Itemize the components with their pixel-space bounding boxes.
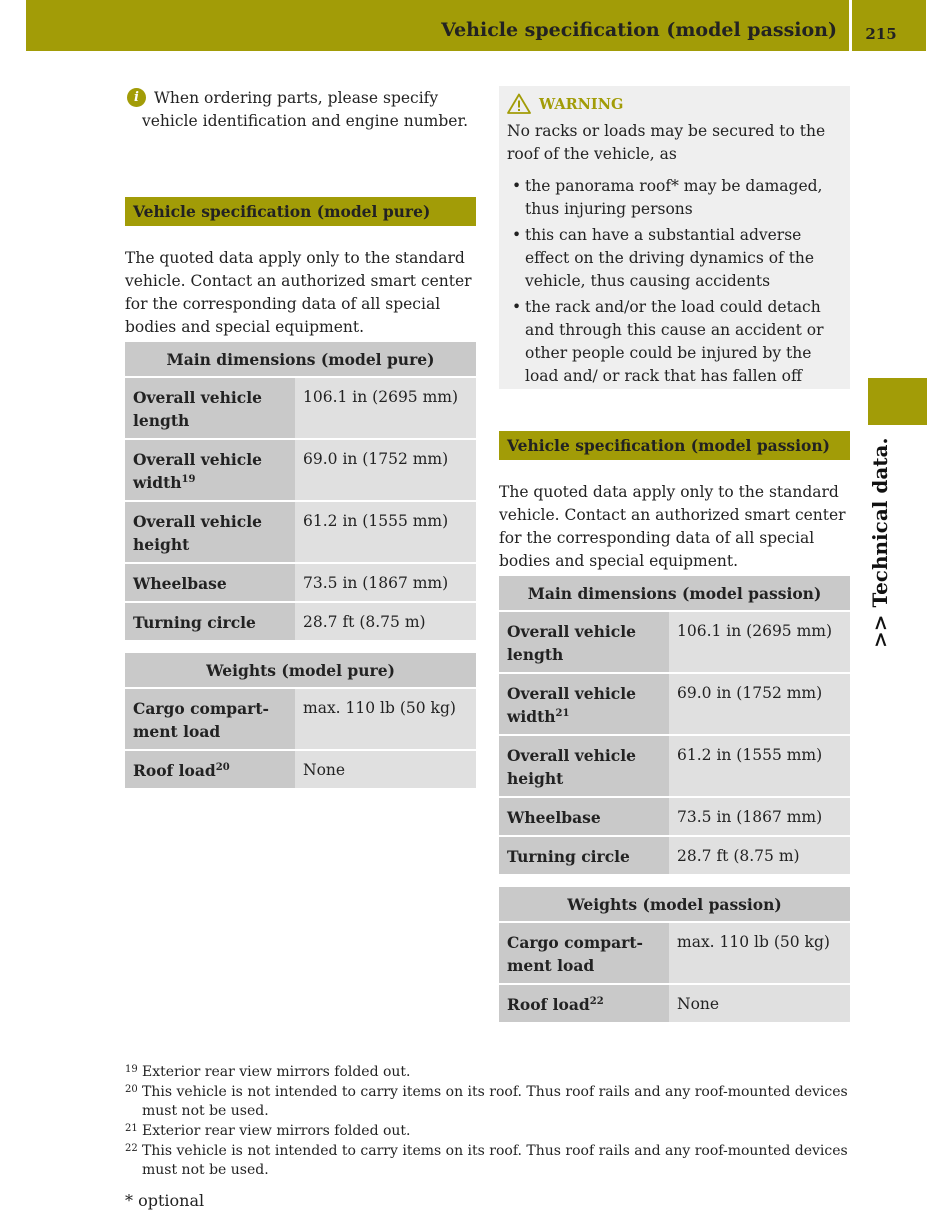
table-row: [499, 836, 850, 875]
footnote-text: Exterior rear view mirrors folded out.: [142, 1123, 411, 1139]
row-label-text: Wheelbase: [507, 808, 601, 827]
warning-item: • the panorama roof* may be damaged, thus injuring persons: [507, 175, 842, 221]
row-label-text: Turning circle: [133, 613, 256, 632]
side-tab-label: >> Technical data.: [868, 437, 892, 648]
warning-list: [507, 175, 842, 388]
row-label: [499, 836, 669, 875]
row-label: [125, 377, 295, 439]
footnote-text: This vehicle is not intended to carry items on its roof. Thus roof rails and any roof-mounted devices must not be used.: [142, 1143, 848, 1178]
footnote-ref: 19: [181, 473, 196, 485]
paragraph-passion: The quoted data apply only to the standard vehicle. Contact an authorized smart center for the corresponding data of all special bodies and special equipment.: [499, 483, 846, 570]
paragraph-pure: The quoted data apply only to the standard vehicle. Contact an authorized smart center for the corresponding data of all special bodies and special equipment.: [125, 249, 472, 336]
footnote-number: 19: [125, 1064, 138, 1075]
table-row: [125, 501, 476, 563]
row-value: 28.7 ft (8.75 m): [295, 602, 476, 641]
row-value: max. 110 lb (50 kg): [295, 688, 476, 750]
footnote-number: 20: [125, 1084, 138, 1095]
row-value: 69.0 in (1752 mm): [295, 439, 476, 501]
warning-triangle-icon: [507, 93, 531, 114]
row-label: [499, 797, 669, 836]
weights-table-pure: [125, 653, 476, 790]
footnote: [125, 1142, 855, 1180]
row-value: 61.2 in (1555 mm): [295, 501, 476, 563]
footnote: [125, 1122, 855, 1141]
dimensions-table-passion: [499, 576, 850, 876]
row-label: [499, 673, 669, 735]
warning-heading: [507, 90, 842, 120]
dimensions-table-pure: [125, 342, 476, 642]
row-label: [125, 688, 295, 750]
row-label: [125, 501, 295, 563]
row-label: [499, 984, 669, 1023]
table-row: [125, 439, 476, 501]
table-title: Weights (model pure): [125, 653, 476, 688]
row-label: [125, 602, 295, 641]
row-value: 106.1 in (2695 mm): [295, 377, 476, 439]
row-value: 106.1 in (2695 mm): [669, 611, 850, 673]
row-label: [499, 735, 669, 797]
table-row: [499, 673, 850, 735]
warning-item: • this can have a substantial adverse effect on the driving dynamics of the vehicle, thus causing accidents: [507, 224, 842, 293]
row-value: None: [669, 984, 850, 1023]
row-value: 28.7 ft (8.75 m): [669, 836, 850, 875]
table-row: [125, 750, 476, 789]
warning-title: WARNING: [539, 96, 624, 113]
table-row: [499, 797, 850, 836]
row-label: [499, 611, 669, 673]
row-label: [125, 439, 295, 501]
footnote-ref: 21: [555, 707, 570, 719]
table-row: [499, 922, 850, 984]
row-label: [125, 563, 295, 602]
table-title: Main dimensions (model passion): [499, 576, 850, 611]
row-label-text: Roof load: [133, 761, 216, 780]
table-title: Main dimensions (model pure): [125, 342, 476, 377]
table-row: [125, 688, 476, 750]
page-number: 215: [865, 25, 897, 43]
table-row: [125, 602, 476, 641]
info-note-text: When ordering parts, please specify vehicle identification and engine number.: [142, 89, 469, 130]
weights-table-passion: [499, 887, 850, 1024]
row-label-text: Overall vehicle height: [507, 746, 636, 788]
footnote-text: Exterior rear view mirrors folded out.: [142, 1064, 411, 1080]
row-label-text: Overall vehicle length: [507, 622, 636, 664]
footnote-ref: 20: [215, 761, 230, 773]
warning-item: • the rack and/or the load could detach and through this cause an accident or other people could be injured by the load and/ or rack that has fallen off: [507, 296, 842, 388]
footnote: [125, 1083, 855, 1121]
row-label-text: Overall vehicle width: [133, 450, 262, 492]
warning-box: [499, 86, 850, 389]
row-label-text: Cargo compartment load: [507, 933, 643, 975]
warning-intro: No racks or loads may be secured to the roof of the vehicle, as: [507, 122, 826, 163]
row-value: 61.2 in (1555 mm): [669, 735, 850, 797]
row-label-text: Overall vehicle width: [507, 684, 636, 726]
table-row: [125, 563, 476, 602]
row-label-text: Roof load: [507, 995, 590, 1014]
row-value: None: [295, 750, 476, 789]
row-value: 73.5 in (1867 mm): [669, 797, 850, 836]
section-heading-pure: Vehicle specification (model pure): [125, 197, 476, 226]
table-row: [499, 735, 850, 797]
row-label-text: Overall vehicle length: [133, 388, 262, 430]
table-title: Weights (model passion): [499, 887, 850, 922]
info-icon: i: [127, 88, 146, 107]
section-heading-passion: Vehicle specification (model passion): [499, 431, 850, 460]
row-label-text: Cargo compartment load: [133, 699, 269, 741]
footnotes: [125, 1063, 855, 1181]
row-value: max. 110 lb (50 kg): [669, 922, 850, 984]
row-value: 69.0 in (1752 mm): [669, 673, 850, 735]
table-row: [499, 984, 850, 1023]
footnote-text: This vehicle is not intended to carry items on its roof. Thus roof rails and any roof-mounted devices must not be used.: [142, 1084, 848, 1119]
optional-note: * optional: [125, 1191, 205, 1210]
row-label: [125, 750, 295, 789]
table-row: [125, 377, 476, 439]
footnote: [125, 1063, 855, 1082]
footnote-ref: 22: [589, 995, 604, 1007]
footnote-number: 22: [125, 1143, 138, 1154]
side-tab-marker: [868, 378, 927, 425]
info-note: [125, 87, 476, 133]
row-value: 73.5 in (1867 mm): [295, 563, 476, 602]
page-title: Vehicle specification (model passion): [441, 19, 837, 41]
table-row: [499, 611, 850, 673]
footnote-number: 21: [125, 1123, 138, 1134]
row-label: [499, 922, 669, 984]
row-label-text: Wheelbase: [133, 574, 227, 593]
row-label-text: Overall vehicle height: [133, 512, 262, 554]
row-label-text: Turning circle: [507, 847, 630, 866]
